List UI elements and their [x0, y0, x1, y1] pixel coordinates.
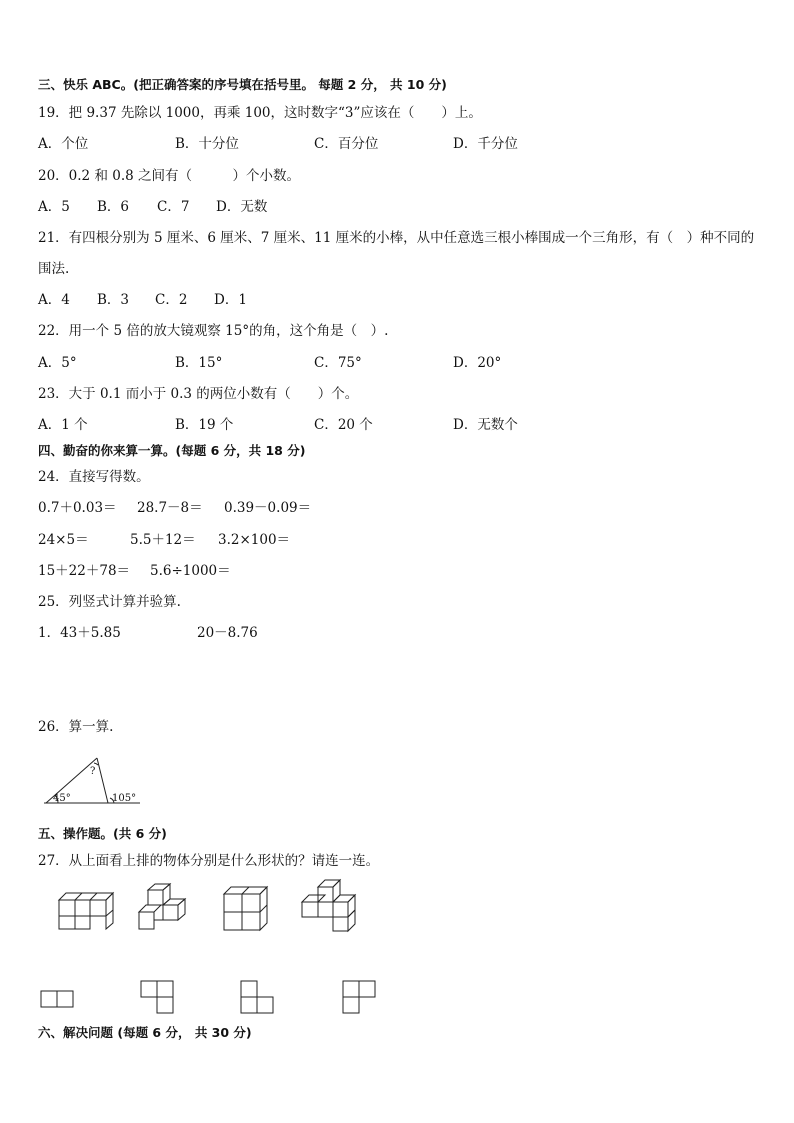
angle-105-label: 105°	[112, 793, 137, 804]
q25-item-2: 20－8.76	[197, 625, 258, 641]
q20-option-a: A．5	[38, 199, 70, 215]
q24-r2-c3: 3.2×100＝	[218, 532, 291, 548]
q23-option-c: C．20 个	[314, 417, 373, 433]
q24-r2-c2: 5.5＋12＝	[130, 532, 196, 548]
q22-option-d: D．20°	[453, 355, 502, 371]
q19-option-a: A．个位	[38, 136, 89, 152]
top-view-1	[40, 990, 80, 1010]
q24-r1-c1: 0.7＋0.03＝	[38, 500, 117, 516]
section-5-heading: 五、操作题。(共 6 分)	[38, 826, 167, 841]
q23-option-d: D．无数个	[453, 417, 518, 433]
angle-45-label: 45°	[53, 793, 71, 804]
q19-option-c: C．百分位	[314, 136, 379, 152]
question-21-continued: 围法.	[38, 261, 70, 277]
q21-option-c: C．2	[155, 292, 188, 308]
q22-option-b: B．15°	[175, 355, 223, 371]
question-25: 25．列竖式计算并验算.	[38, 594, 181, 610]
section-6-heading: 六、解决问题 (每题 6 分， 共 30 分)	[38, 1025, 252, 1040]
q20-option-c: C．7	[157, 199, 190, 215]
q23-option-a: A．1 个	[38, 417, 88, 433]
cube-object-2	[137, 882, 192, 932]
section-3-heading: 三、快乐 ABC。(把正确答案的序号填在括号里。 每题 2 分， 共 10 分)	[38, 77, 447, 92]
q21-option-a: A．4	[38, 292, 70, 308]
question-23: 23．大于 0.1 而小于 0.3 的两位小数有（ ）个。	[38, 386, 359, 402]
q24-r3-c2: 5.6÷1000＝	[150, 563, 231, 579]
q19-option-b: B．十分位	[175, 136, 239, 152]
q22-option-a: A．5°	[38, 355, 77, 371]
q22-option-c: C．75°	[314, 355, 362, 371]
q21-option-b: B．3	[97, 292, 130, 308]
question-26: 26．算一算.	[38, 719, 114, 735]
unknown-angle-label: ?	[90, 766, 96, 777]
question-20: 20．0.2 和 0.8 之间有（ ）个小数。	[38, 168, 300, 184]
q20-option-d: D．无数	[216, 199, 268, 215]
q24-r1-c3: 0.39－0.09＝	[224, 500, 312, 516]
q23-option-b: B．19 个	[175, 417, 234, 433]
question-21: 21．有四根分别为 5 厘米、6 厘米、7 厘米、11 厘米的小棒，从中任意选三根小棒围成一个三角形，有（ ）种不同的	[38, 230, 755, 246]
cube-object-4	[300, 878, 360, 933]
q24-r2-c1: 24×5＝	[38, 532, 89, 548]
section-4-heading: 四、勤奋的你来算一算。(每题 6 分，共 18 分)	[38, 443, 306, 458]
q21-option-d: D．1	[214, 292, 247, 308]
cube-object-3	[222, 882, 272, 932]
question-24: 24．直接写得数。	[38, 469, 150, 485]
question-27: 27．从上面看上排的物体分别是什么形状的？请连一连。	[38, 853, 380, 869]
q25-item-1: 1．43＋5.85	[38, 625, 121, 641]
question-19: 19．把 9.37 先除以 1000，再乘 100，这时数字“3”应该在（ ）上。	[38, 105, 482, 121]
cube-object-1	[55, 882, 115, 932]
top-view-2	[140, 980, 180, 1016]
triangle-diagram	[40, 754, 150, 809]
q24-r3-c1: 15＋22＋78＝	[38, 563, 131, 579]
question-22: 22．用一个 5 倍的放大镜观察 15°的角，这个角是（ ）.	[38, 323, 389, 339]
top-view-3	[240, 980, 280, 1016]
q24-r1-c2: 28.7－8＝	[137, 500, 203, 516]
q19-option-d: D．千分位	[453, 136, 518, 152]
top-view-4	[342, 980, 382, 1016]
q20-option-b: B．6	[97, 199, 130, 215]
